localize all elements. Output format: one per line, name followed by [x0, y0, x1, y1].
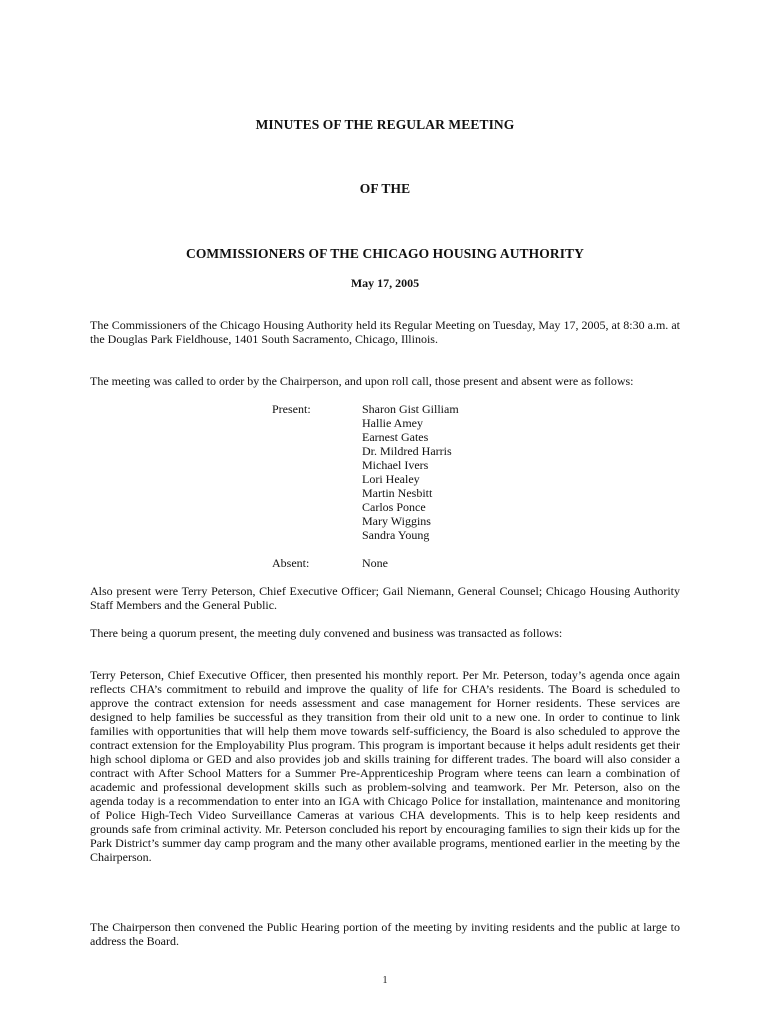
present-list — [362, 402, 459, 542]
present-member: Martin Nesbitt — [362, 486, 433, 500]
present-member: Sandra Young — [362, 528, 430, 542]
present-member: Dr. Mildred Harris — [362, 444, 452, 458]
present-member: Mary Wiggins — [362, 514, 431, 528]
document-title-line-3: COMMISSIONERS OF THE CHICAGO HOUSING AUTHORITY — [185, 246, 585, 261]
also-present-paragraph: Also present were Terry Peterson, Chief Executive Officer; Gail Niemann, General Counsel; Chicago Housing Authority Staff Members and the General Public. — [90, 584, 680, 612]
public-hearing-paragraph: The Chairperson then convened the Public Hearing portion of the meeting by inviting residents and the public at large to address the Board. — [90, 920, 680, 948]
present-member: Carlos Ponce — [362, 500, 426, 514]
present-member: Earnest Gates — [362, 430, 429, 444]
page-number: 1 — [382, 975, 388, 986]
present-member: Michael Ivers — [362, 458, 429, 472]
absent-value: None — [362, 556, 388, 570]
meeting-date: May 17, 2005 — [350, 276, 420, 290]
present-member: Lori Healey — [362, 472, 420, 486]
document-title-line-2: OF THE — [359, 181, 411, 196]
present-member: Sharon Gist Gilliam — [362, 402, 459, 416]
opening-paragraph: The Commissioners of the Chicago Housing Authority held its Regular Meeting on Tuesday, May 17, 2005, at 8:30 a.m. at the Douglas Park Fieldhouse, 1401 South Sacramento, Chicago, Illinois. — [90, 318, 680, 346]
absent-label: Absent: — [272, 556, 310, 570]
roll-call-paragraph: The meeting was called to order by the Chairperson, and upon roll call, those present and absent were as follows: — [90, 374, 634, 388]
ceo-report-paragraph: Terry Peterson, Chief Executive Officer, then presented his monthly report. Per Mr. Peterson, today’s agenda once again reflects CHA’s commitment to rebuild and improve the quality of life for CHA’s residents. The Board is scheduled to approve the contract extension for needs assessment and case management for Horner residents. These services are designed to help families be successful as they transition from their old unit to a new one. In order to continue to link families with opportunities that will help them move towards self-sufficiency, the Board is also scheduled to approve the contract extension for the Employability Plus program. This program is important because it helps adult residents get their high school diploma or GED and also provides job and skills training for different trades. The board will also consider a contract with After School Matters for a Summer Pre-Apprenticeship Program where teens can learn a combination of academic and professional development skills such as problem-solving and teamwork. Per Mr. Peterson, also on the agenda today is a recommendation to enter into an IGA with Chicago Police for installation, maintenance and monitoring of Police High-Tech Video Surveillance Cameras at various CHA developments. This is to help keep residents and grounds safe from criminal activity. Mr. Peterson concluded his report by encouraging families to sign their kids up for the Park District’s summer day camp program and the many other available programs, mentioned earlier in the meeting by the Chairperson. — [90, 668, 680, 864]
present-member: Hallie Amey — [362, 416, 423, 430]
document-title-line-1: MINUTES OF THE REGULAR MEETING — [255, 117, 515, 132]
quorum-paragraph: There being a quorum present, the meeting duly convened and business was transacted as follows: — [90, 626, 563, 640]
present-label: Present: — [272, 402, 311, 416]
